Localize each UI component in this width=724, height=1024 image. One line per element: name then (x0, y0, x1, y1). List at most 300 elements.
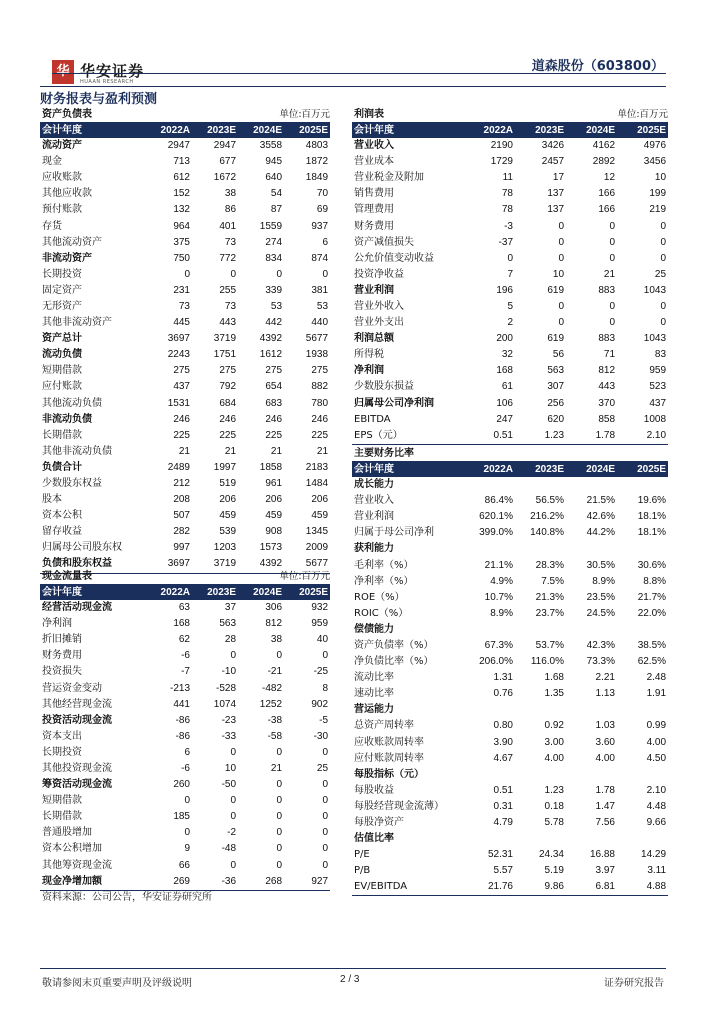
table-row (352, 202, 668, 218)
row-label: 营业外支出 (354, 317, 404, 329)
row-label: 固定资产 (42, 284, 82, 296)
row-value: -25 (313, 666, 329, 678)
row-value: 683 (265, 397, 283, 409)
row-value: 1531 (167, 397, 190, 409)
column-header-label: 会计年度 (352, 123, 464, 139)
table-title: 利润表 (352, 107, 566, 123)
row-label: 管理费用 (354, 204, 394, 216)
table-row (40, 267, 330, 283)
row-value: 459 (265, 510, 283, 522)
row-value: 0 (558, 300, 565, 312)
row-label: EPS（元） (352, 428, 464, 445)
row-value: 1573 (259, 542, 283, 554)
table-row (40, 218, 330, 234)
table-row (40, 347, 330, 363)
row-value: 834 (265, 252, 283, 264)
row-value: 4.88 (617, 879, 668, 896)
row-value: 1938 (305, 349, 329, 361)
header-rule-2 (40, 86, 666, 87)
table-title: 现金流量表 (40, 569, 238, 585)
row-value: -7 (181, 666, 190, 678)
row-value (566, 702, 617, 718)
row-value: 231 (173, 284, 190, 296)
row-label: 营业利润 (354, 284, 394, 296)
row-value: -6 (181, 762, 190, 774)
row-value: 1849 (305, 172, 329, 184)
row-value: 441 (173, 698, 190, 710)
table-row (40, 444, 330, 460)
row-value: 0 (276, 859, 283, 871)
row-value: -48 (221, 843, 237, 855)
row-value: 38 (224, 188, 237, 200)
row-value: 4.50 (646, 752, 667, 764)
row-value: 255 (219, 284, 237, 296)
row-value: 0.18 (544, 800, 564, 812)
table-row (352, 218, 668, 234)
row-value: 959 (311, 618, 329, 630)
row-value: -528 (216, 682, 237, 694)
row-value: 443 (219, 317, 237, 329)
row-value: 268 (238, 874, 284, 891)
row-value: 2243 (167, 349, 190, 361)
row-label: 股本 (42, 494, 62, 506)
row-label: 经营活动现金流 (42, 602, 112, 614)
ratio-table (352, 446, 668, 896)
row-value: 0.80 (493, 720, 513, 732)
column-header-year: 2022A (464, 123, 515, 139)
row-value (566, 477, 617, 493)
row-value: 8.8% (643, 575, 667, 587)
row-value: 437 (649, 397, 667, 409)
row-value: 63 (178, 602, 190, 614)
row-value: 21.3% (535, 591, 564, 603)
row-value: 0 (230, 650, 237, 662)
row-value: 959 (649, 365, 667, 377)
table-header-row (352, 123, 668, 139)
row-value: 2190 (490, 140, 513, 152)
row-value: 275 (173, 365, 190, 377)
row-value: 0 (184, 827, 190, 839)
row-value: 375 (173, 236, 190, 248)
row-value: 1008 (643, 413, 667, 425)
row-value: 0 (322, 650, 329, 662)
row-value: 24.34 (538, 849, 564, 861)
row-value: 1043 (643, 333, 667, 345)
row-value: 874 (311, 252, 329, 264)
row-label: 销售费用 (354, 188, 394, 200)
row-label: 长期借款 (42, 429, 82, 441)
row-label: 资产总计 (42, 333, 82, 345)
row-value: 677 (219, 156, 237, 168)
row-value: 44.2% (586, 527, 615, 539)
row-value (566, 622, 617, 638)
row-label: 现金 (42, 156, 62, 168)
row-value: 792 (219, 381, 237, 393)
row-value: 2.10 (646, 784, 667, 796)
table-row (40, 396, 330, 412)
row-value: 640 (265, 172, 283, 184)
table-row (40, 170, 330, 186)
table-row (352, 590, 668, 606)
table-row (40, 492, 330, 508)
table-row (40, 428, 330, 444)
row-label: 资本公积 (42, 510, 82, 522)
table-unit: 单位:百万元 (238, 107, 330, 123)
row-value: 212 (173, 478, 190, 490)
company-ticker: 道森股份（603800） (531, 59, 664, 74)
row-value (515, 622, 566, 638)
row-value: 2947 (213, 140, 237, 152)
row-value: 200 (496, 333, 513, 345)
column-header-year: 2024E (566, 462, 617, 478)
row-label: 净利率（%） (354, 575, 414, 587)
table-row (352, 299, 668, 315)
row-label: 留存收益 (42, 526, 82, 538)
row-value: 0 (660, 317, 667, 329)
row-value: 21.76 (464, 879, 515, 896)
row-value: 812 (598, 365, 616, 377)
row-value: 208 (173, 494, 190, 506)
row-value: 12 (603, 172, 616, 184)
table-row (352, 541, 668, 557)
table-row (352, 525, 668, 541)
row-label: EBITDA (354, 413, 391, 425)
row-value: 0 (276, 650, 283, 662)
row-value: 3697 (167, 333, 190, 345)
row-value: 713 (173, 156, 190, 168)
row-value: 0 (558, 236, 565, 248)
table-row (352, 493, 668, 509)
row-value: 780 (311, 397, 329, 409)
row-value: 3719 (192, 556, 238, 573)
table-row (352, 283, 668, 299)
row-value: 401 (219, 220, 237, 232)
row-label: 速动比率 (354, 688, 394, 700)
row-value: 620.1% (479, 511, 513, 523)
row-value: 3.97 (595, 865, 615, 877)
row-value: 7 (507, 268, 513, 280)
row-label: 成长能力 (354, 479, 394, 491)
row-value: -33 (221, 730, 237, 742)
row-value (566, 767, 617, 783)
row-value: 86.4% (484, 495, 513, 507)
row-value: 42.3% (586, 639, 615, 651)
row-value: 0 (276, 779, 283, 791)
column-header-label: 会计年度 (40, 585, 146, 601)
row-value: 256 (547, 397, 565, 409)
row-value: 1074 (213, 698, 237, 710)
row-value: 0 (230, 746, 237, 758)
row-value: 18.1% (637, 511, 667, 523)
row-label: 资产减值损失 (354, 236, 414, 248)
row-value: -2 (227, 827, 237, 839)
row-value: 1872 (305, 156, 329, 168)
row-label: 公允价值变动收益 (354, 252, 434, 264)
row-value: 1.23 (544, 784, 564, 796)
row-label: 存货 (42, 220, 62, 232)
row-value: 1.31 (493, 672, 513, 684)
row-value: 30.6% (637, 559, 667, 571)
row-value: 0 (322, 827, 329, 839)
row-value: 56.5% (535, 495, 564, 507)
row-value: 21.7% (637, 591, 667, 603)
row-value: 1.23 (515, 428, 566, 445)
table-row (40, 251, 330, 267)
row-value: 70 (316, 188, 329, 200)
row-value: 206 (265, 494, 283, 506)
row-value: 23.5% (586, 591, 615, 603)
row-label: 营业利润 (354, 511, 394, 523)
row-value: 3697 (146, 556, 192, 573)
row-value: 16.88 (589, 849, 615, 861)
table-row (352, 622, 668, 638)
table-row (352, 879, 668, 896)
table-row (352, 718, 668, 734)
row-value: 52.31 (487, 849, 513, 861)
table-row (352, 702, 668, 718)
row-value: 4392 (238, 556, 284, 573)
row-value: 196 (496, 284, 513, 296)
row-value: 42.6% (586, 511, 615, 523)
row-value (617, 702, 668, 718)
row-value (464, 767, 515, 783)
row-value: 9 (184, 843, 190, 855)
row-value: 38.5% (637, 639, 667, 651)
row-value: 116.0% (530, 656, 564, 668)
row-label: 所得税 (354, 349, 384, 361)
row-label: 投资净收益 (354, 268, 404, 280)
row-value: 56 (552, 349, 565, 361)
row-value: 619 (547, 333, 565, 345)
row-value: 18.1% (637, 527, 667, 539)
row-value: 225 (265, 429, 283, 441)
table-row (352, 251, 668, 267)
row-value: 0 (276, 843, 283, 855)
row-label: 营业税金及附加 (354, 172, 424, 184)
row-value: 0 (230, 859, 237, 871)
row-value: -30 (313, 730, 329, 742)
row-value: 246 (219, 413, 237, 425)
row-value: 0 (322, 843, 329, 855)
row-value: 1.13 (595, 688, 615, 700)
row-value: 73 (224, 300, 237, 312)
table-row (352, 509, 668, 525)
row-value: 0 (322, 811, 329, 823)
row-label: 资本公积增加 (42, 843, 102, 855)
row-value: 0.51 (493, 784, 513, 796)
row-value: 459 (219, 510, 237, 522)
section-title: 财务报表与盈利预测 (40, 92, 158, 107)
row-value: 0 (558, 252, 565, 264)
row-value: -6 (181, 650, 190, 662)
row-value: 519 (219, 478, 237, 490)
row-value: 61 (501, 381, 513, 393)
row-value: 399.0% (479, 527, 513, 539)
row-label: 投资损失 (42, 666, 82, 678)
row-value: 11 (502, 172, 513, 184)
column-header-year: 2025E (284, 123, 330, 139)
row-label: 长期投资 (42, 746, 82, 758)
table-row (40, 600, 330, 616)
table-row (352, 379, 668, 395)
row-value: 21 (603, 268, 616, 280)
footer-rule (40, 968, 666, 969)
row-label: 获利能力 (354, 543, 394, 555)
row-label: 应付账款 (42, 381, 82, 393)
row-value: 83 (654, 349, 667, 361)
table-row (352, 347, 668, 363)
row-value: 2.10 (617, 428, 668, 445)
row-label: 现金净增加额 (40, 874, 146, 891)
row-label: 每股净资产 (354, 817, 404, 829)
table-row (352, 315, 668, 331)
table-row (40, 138, 330, 154)
row-value: -482 (262, 682, 283, 694)
row-value: 883 (598, 333, 616, 345)
row-label: 偿债能力 (354, 623, 394, 635)
row-label: 无形资产 (42, 300, 82, 312)
row-value: 260 (173, 779, 190, 791)
row-value: 30.5% (586, 559, 615, 571)
row-value: 73.3% (586, 656, 615, 668)
row-value: 14.29 (641, 849, 667, 861)
column-header-year: 2023E (515, 123, 566, 139)
row-value: 3.90 (493, 736, 513, 748)
row-value: 1729 (490, 156, 513, 168)
row-value: 0 (276, 795, 283, 807)
row-value (464, 831, 515, 847)
column-header-year: 2025E (617, 462, 668, 478)
row-value (515, 767, 566, 783)
row-value: 66 (178, 859, 190, 871)
table-row (40, 841, 330, 857)
table-row (40, 793, 330, 809)
table-row (40, 283, 330, 299)
row-value: 0 (322, 795, 329, 807)
row-value (464, 477, 515, 493)
row-value: 7.56 (595, 817, 615, 829)
row-value: 1612 (259, 349, 283, 361)
row-value: 4392 (259, 333, 283, 345)
row-value: 4162 (592, 140, 616, 152)
row-label: 营业成本 (354, 156, 394, 168)
row-value: 3426 (541, 140, 565, 152)
cash-flow-table (40, 569, 330, 891)
table-row (40, 729, 330, 745)
row-value: 0 (507, 252, 513, 264)
row-value: -21 (267, 666, 283, 678)
row-value: 2.48 (646, 672, 667, 684)
row-value (515, 831, 566, 847)
row-value: 54 (270, 188, 283, 200)
row-value: 1672 (213, 172, 237, 184)
row-value: 132 (173, 204, 190, 216)
row-value: 858 (598, 413, 616, 425)
row-value: 67.3% (484, 639, 513, 651)
table-row (352, 815, 668, 831)
row-value: 1997 (213, 461, 237, 473)
column-header-year: 2023E (192, 123, 238, 139)
row-value: 445 (173, 317, 190, 329)
row-value: 21 (178, 445, 190, 457)
table-row (40, 186, 330, 202)
row-value: 219 (649, 204, 667, 216)
row-value: 0 (230, 268, 237, 280)
row-value: 5.19 (544, 865, 564, 877)
row-value: 38 (270, 634, 283, 646)
table-row (40, 524, 330, 540)
row-value: 246 (265, 413, 283, 425)
row-value: 21 (224, 445, 237, 457)
row-label: 流动资产 (42, 140, 82, 152)
row-value: 71 (603, 349, 616, 361)
row-value: 0 (660, 252, 667, 264)
row-label: 其他流动资产 (42, 236, 102, 248)
row-value: 21 (270, 445, 283, 457)
column-header-year: 2024E (566, 123, 617, 139)
row-label: 其他经营现金流 (42, 698, 112, 710)
row-value: -36 (192, 874, 238, 891)
row-value: 6 (322, 236, 329, 248)
row-label: 非流动资产 (42, 252, 92, 264)
table-row (40, 508, 330, 524)
row-value: -38 (267, 714, 283, 726)
row-value (617, 541, 668, 557)
footer-disclaimer-link[interactable]: 敬请参阅末页重要声明及评级说明 (42, 978, 192, 989)
row-label: 营业收入 (354, 140, 394, 152)
row-value: 0 (660, 236, 667, 248)
row-value: 216.2% (530, 511, 564, 523)
table-unit: 单位:百万元 (566, 107, 668, 123)
row-value: 1858 (259, 461, 283, 473)
row-value: 381 (311, 284, 329, 296)
row-value: 0 (322, 859, 329, 871)
row-label: 营运资金变动 (42, 682, 102, 694)
table-title: 主要财务比率 (352, 446, 668, 462)
row-value: 4.00 (544, 752, 564, 764)
row-value: 275 (265, 365, 283, 377)
row-value: 0 (322, 779, 329, 791)
row-value: 4976 (643, 140, 667, 152)
row-value: 1.68 (544, 672, 564, 684)
row-value: 442 (265, 317, 283, 329)
table-row (352, 331, 668, 347)
row-value: 5677 (305, 333, 329, 345)
table-title-row (352, 446, 668, 462)
row-value: 8.9% (592, 575, 615, 587)
table-row (352, 751, 668, 767)
row-value: 4.9% (490, 575, 513, 587)
row-value: 307 (547, 381, 565, 393)
row-label: ROIC（%） (354, 607, 409, 619)
row-value: 1252 (259, 698, 283, 710)
row-value: 3.60 (595, 736, 615, 748)
row-value: 0 (609, 236, 616, 248)
row-value: 225 (311, 429, 329, 441)
row-value: 137 (547, 204, 565, 216)
row-value: 140.8% (530, 527, 564, 539)
row-label: 流动负债 (42, 349, 82, 361)
row-label: 财务费用 (42, 650, 82, 662)
row-value: 0 (230, 811, 237, 823)
row-label: EV/EBITDA (352, 879, 464, 896)
column-header-year: 2022A (146, 585, 192, 601)
row-value: 6.81 (566, 879, 617, 896)
row-value: -86 (175, 714, 190, 726)
row-value: 5677 (284, 556, 330, 573)
row-value: 274 (265, 236, 283, 248)
row-value: 206.0% (479, 656, 513, 668)
